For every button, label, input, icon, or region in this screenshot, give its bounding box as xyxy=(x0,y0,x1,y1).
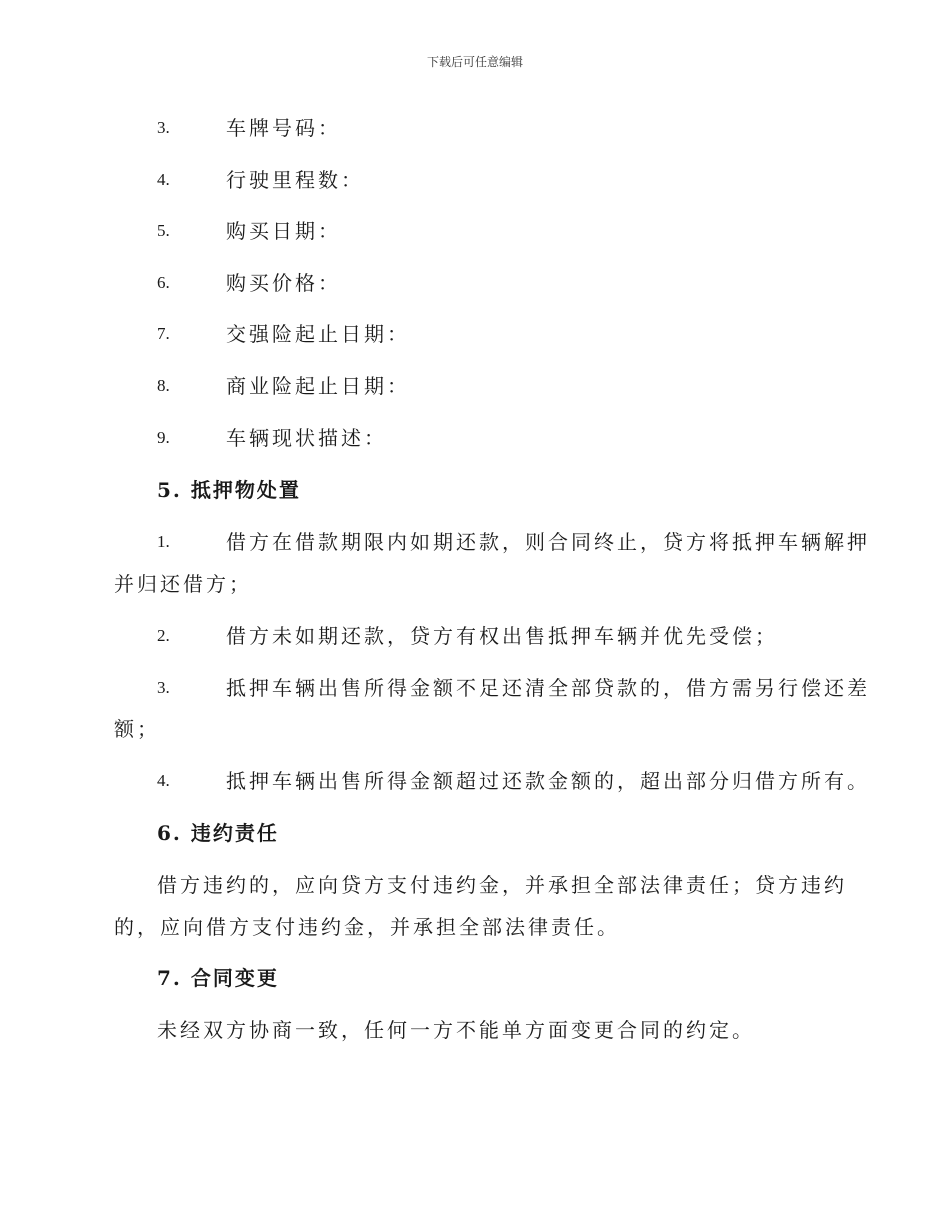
list-item-number: 2. xyxy=(157,626,170,645)
list-item-text: 抵押车辆出售所得金额不足还清全部贷款的，借方需另行偿还差 xyxy=(226,676,870,700)
page-header: 下载后可任意编辑 xyxy=(426,55,523,69)
list-item-text: 交强险起止日期： xyxy=(226,322,410,346)
list-item-continuation: 并归还借方； xyxy=(114,572,252,596)
list-item-number: 5. xyxy=(157,221,170,240)
section-heading: 6. 违约责任 xyxy=(157,821,279,845)
list-item-text: 抵押车辆出售所得金额超过还款金额的，超出部分归借方所有。 xyxy=(226,769,870,793)
list-item-number: 1. xyxy=(157,532,170,551)
paragraph-line: 未经双方协商一致，任何一方不能单方面变更合同的约定。 xyxy=(157,1018,755,1042)
list-item-number: 7. xyxy=(157,324,170,343)
list-item-text: 购买日期： xyxy=(226,219,341,243)
list-item-number: 9. xyxy=(157,428,170,447)
list-item-continuation: 额； xyxy=(114,717,160,741)
paragraph-line: 借方违约的，应向贷方支付违约金，并承担全部法律责任；贷方违约 xyxy=(157,873,847,897)
list-item-text: 车辆现状描述： xyxy=(226,426,387,450)
list-item-text: 借方未如期还款，贷方有权出售抵押车辆并优先受偿； xyxy=(226,624,778,648)
list-item-text: 购买价格： xyxy=(226,271,341,295)
section-heading: 5. 抵押物处置 xyxy=(157,478,301,502)
section-heading: 7. 合同变更 xyxy=(157,966,279,990)
list-item-text: 行驶里程数： xyxy=(226,168,364,192)
list-item-number: 3. xyxy=(157,678,170,697)
list-item-text: 商业险起止日期： xyxy=(226,374,410,398)
list-item-text: 借方在借款期限内如期还款，则合同终止，贷方将抵押车辆解押 xyxy=(226,530,870,554)
list-item-number: 4. xyxy=(157,170,170,189)
list-item-text: 车牌号码： xyxy=(226,116,341,140)
list-item-number: 6. xyxy=(157,273,170,292)
paragraph-line: 的，应向借方支付违约金，并承担全部法律责任。 xyxy=(114,915,620,939)
list-item-number: 3. xyxy=(157,118,170,137)
list-item-number: 4. xyxy=(157,771,170,790)
list-item-number: 8. xyxy=(157,376,170,395)
